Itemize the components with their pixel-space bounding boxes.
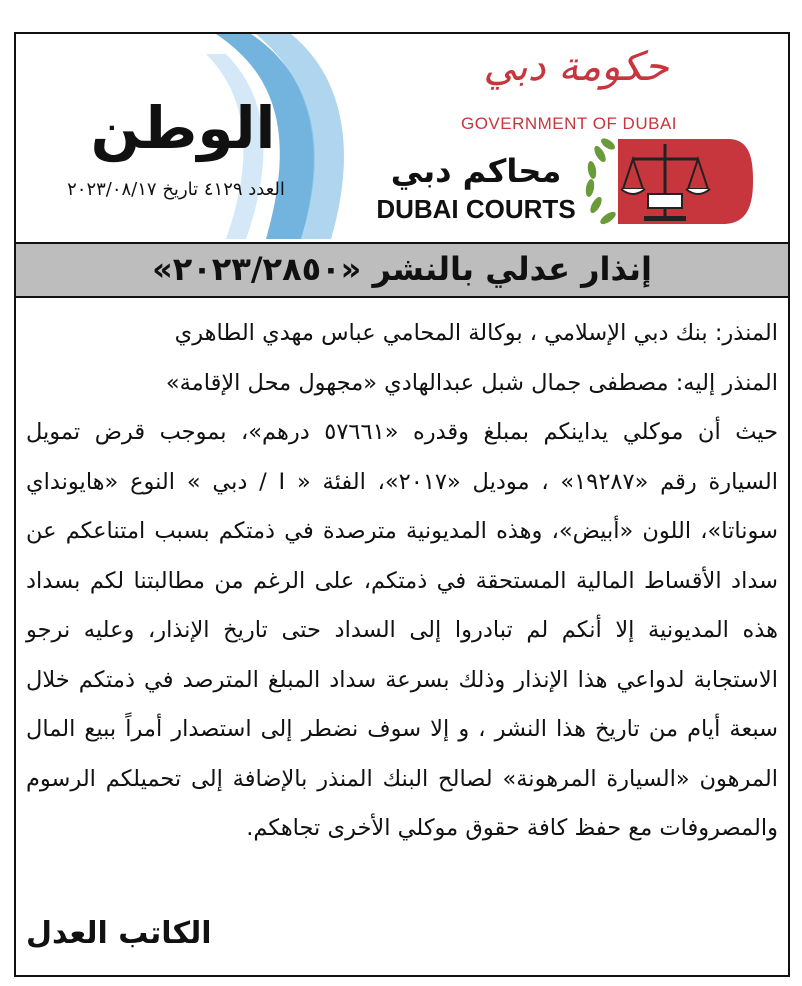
newspaper-name: الوطن: [90, 94, 276, 162]
notice-paragraph-main: حيث أن موكلي يداينكم بمبلغ وقدره «٥٧٦٦١ درهم»، بموجب قرض تمويل السيارة رقم «١٩٢٨٧» ، موديل «٢٠١٧»، الفئة « I / دبي » النوع «هايونداي سوناتا»، اللون «أبيض»، وهذه المديونية مترصدة في ذمتكم بسبب امتناعكم عن سداد الأقساط المالية المستحقة في ذمتكم، على الرغم من مطالبتنا لكم بسداد هذه المديونية إلا أنكم لم تبادروا إلى السداد حتى تاريخ الإنذار، وعليه نرجو الاستجابة لدواعي هذا الإنذار وذلك بسرعة سداد المبلغ المترصد في ذمتكم خلال سبعة أيام من تاريخ هذا النشر ، و إلا سوف نضطر إلى استصدار أمراً ببيع المال المرهون «السيارة المرهونة» لصالح البنك المنذر بالإضافة إلى تحميلكم الرسوم والمصروفات مع حفظ كافة حقوق موكلي الأخرى تجاهكم.: [26, 419, 778, 841]
government-arabic-logo: حكومة دبي: [483, 44, 669, 90]
notice-paragraph-notified: المنذر إليه: مصطفى جمال شبل عبدالهادي «مجهول محل الإقامة»: [165, 369, 778, 396]
dubai-courts-emblem-icon: [578, 134, 753, 229]
courts-english-name: DUBAI COURTS: [376, 194, 576, 224]
notice-paragraph-notifier: المنذر: بنك دبي الإسلامي ، بوكالة المحامي عباس مهدي الطاهري: [174, 320, 778, 346]
issue-date-line: العدد ٤١٢٩ تاريخ ٢٠٢٣/٠٨/١٧: [67, 179, 285, 200]
courts-arabic-name: محاكم دبي: [390, 152, 562, 190]
notice-frame: [14, 32, 790, 977]
notice-title: إنذار عدلي بالنشر «٢٠٢٣/٢٨٥٠»: [152, 250, 652, 288]
notice-title-bar: [16, 242, 788, 298]
notary-signature: الكاتب العدل: [26, 916, 212, 951]
notice-header: [16, 34, 788, 239]
government-english-logo: GOVERNMENT OF DUBAI: [460, 114, 678, 133]
notice-body: [26, 309, 778, 854]
